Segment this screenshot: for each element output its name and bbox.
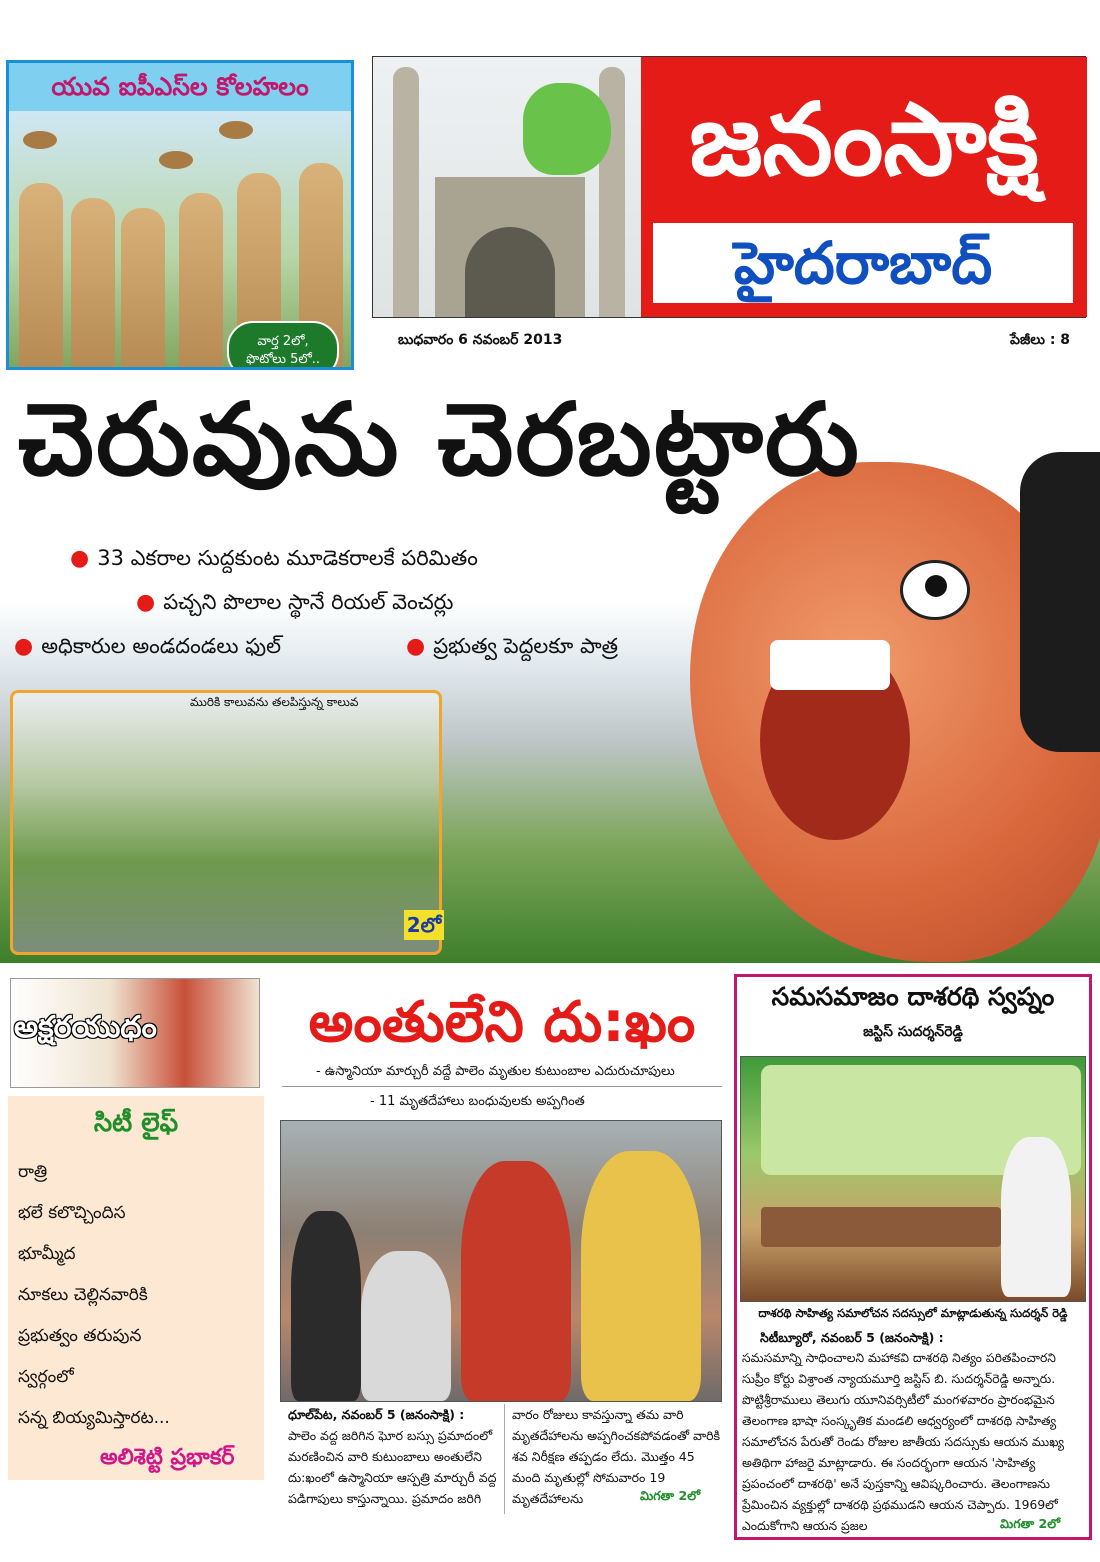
story-text-line: సమాలోచన పేరుతో రెండు రోజుల జాతీయ సదస్సుకు ఆయన ముఖ్య bbox=[742, 1435, 1064, 1449]
poem-line: ప్రభుత్వం తరుపున bbox=[18, 1326, 142, 1346]
story-text-line: మృతదేహాలను bbox=[512, 1491, 584, 1506]
continued-link[interactable]: మిగతా 2లో bbox=[1000, 1516, 1061, 1531]
story-text-line: వారం రోజులు కావస్తున్నా తమ వారి bbox=[512, 1407, 684, 1422]
poem-line: రాత్రి bbox=[18, 1162, 48, 1182]
divider bbox=[282, 1086, 722, 1087]
lead-bullet: ● అధికారుల అండదండలు ఫుల్‌ bbox=[14, 634, 281, 659]
lead-headline[interactable]: చెరువును చెరబట్టారు bbox=[18, 381, 861, 498]
masthead-brand-block bbox=[641, 57, 1087, 317]
lead-bullet: ● ప్రభుత్వ పెద్దలకూ పాత్ర bbox=[406, 634, 618, 659]
cartoon-pupil bbox=[925, 575, 947, 597]
story-text-line: పాలెం వద్ద జరిగిన ఘోర బస్సు ప్రమాదంలో bbox=[288, 1428, 493, 1443]
canal-photo-caption: మురికి కాలువను తలపిస్తున్న కాలువ bbox=[190, 695, 359, 709]
masthead bbox=[372, 56, 1086, 318]
continued-badge[interactable]: 2లో bbox=[404, 910, 444, 940]
poem-line: సన్న బియ్యమిస్తారట... bbox=[18, 1408, 170, 1428]
story-text-line: సుప్రీం కోర్టు విశ్రాంత న్యాయమూర్తి జస్టిస్‌ బి. సుదర్శన్‌రెడ్డి అన్నారు. bbox=[742, 1372, 1056, 1386]
story-text-line: దు:ఖంలో ఉస్మానియా ఆస్పత్రి మార్చురీ వద్ద bbox=[288, 1470, 497, 1485]
story-text-line: మరణించిన వారి కుటుంబాలు అంతులేని bbox=[288, 1449, 482, 1464]
story-byline: జస్టిస్‌ సుదర్శన్‌రెడ్డి bbox=[863, 1024, 963, 1040]
story-text-line: సమసమాన్ని సాధించాలని మహాకవి దాశరథి నిత్యం పరితపించారని bbox=[742, 1351, 1056, 1365]
story-text-line: మృతదేహాలను అప్పగించకపోవడంతో వారికి bbox=[512, 1428, 721, 1443]
poem-line: స్వర్గంలో bbox=[18, 1367, 74, 1387]
story-column bbox=[288, 1404, 498, 1509]
story-text-line: శవ నిరీక్షణ తప్పడం లేదు. మొత్తం 45 bbox=[512, 1449, 695, 1464]
charminar-image bbox=[373, 57, 641, 317]
story-text-line: పడిగాపులు కాస్తున్నాయి. ప్రమాదం జరిగి bbox=[288, 1491, 482, 1506]
story-dateline: ధూల్‌పేట, నవంబర్‌ 5 (జనంసాక్షి) : bbox=[288, 1407, 465, 1422]
telangana-map-icon bbox=[523, 83, 611, 175]
continued-link[interactable]: మిగతా 2లో bbox=[640, 1488, 701, 1503]
story-text-line: అతిథిగా హాజరై మాట్లాడారు. ఈ సందర్భంగా ఆయన 'సాహిత్య bbox=[742, 1456, 1036, 1470]
promo-box[interactable] bbox=[6, 60, 354, 370]
promo-title: యువ ఐపీఎస్‌ల కోలహలం bbox=[9, 63, 351, 111]
promo-badge[interactable] bbox=[227, 321, 339, 370]
story-subheadline: - ఉస్మానియా మార్చురీ వద్దే పాలెం మృతుల కుటుంబాల ఎదురుచూపులు bbox=[316, 1064, 675, 1079]
poet-name: అలిశెట్టి ప్రభాకర్‌ bbox=[100, 1445, 235, 1470]
issue-date: బుధవారం 6 నవంబర్‌ 2013 bbox=[398, 332, 563, 348]
story-text-line: తెలంగాణ భాషా సంస్కృతిక మండలి ఆధ్వర్యంలో దాశరథి సాహిత్య bbox=[742, 1414, 1057, 1428]
lead-bullet: ● 33 ఎకరాల సుద్దకుంట మూడెకరాలకే పరిమితం bbox=[70, 546, 478, 571]
story-text-line: ప్రేమించిన వ్యక్తుల్లో దాశరథి ప్రథముడని ఆయన చెప్పారు. 1969లో bbox=[742, 1498, 1058, 1512]
lead-bullet: ● పచ్చని పొలాల స్థానే రియల్‌ వెంచర్లు bbox=[136, 590, 454, 615]
poem-line: భలే కలొచ్చిందిస bbox=[18, 1203, 126, 1223]
canal-photo[interactable] bbox=[10, 690, 442, 955]
seminar-photo[interactable] bbox=[740, 1056, 1086, 1302]
poem-title: సిటీ లైఫ్‌ bbox=[93, 1108, 179, 1138]
story-text-line: మంది మృతుల్లో సోమవారం 19 bbox=[512, 1470, 666, 1485]
edition-name: హైదరాబాద్ bbox=[653, 223, 1073, 303]
divider bbox=[504, 1404, 505, 1514]
poem-line: భూమ్మీద bbox=[18, 1244, 76, 1264]
photo-caption: దాశరథి సాహిత్య సమాలోచన సదస్సులో మాట్లాడుతున్న సుదర్శన్‌ రెడ్డి bbox=[758, 1306, 1068, 1320]
page-count: పేజీలు : 8 bbox=[1010, 332, 1071, 348]
newspaper-name: జనంసాక్షి bbox=[689, 81, 1039, 198]
mourners-photo[interactable] bbox=[280, 1120, 722, 1402]
cartoon-teeth bbox=[770, 640, 890, 690]
story-dateline: సిటీబ్యూరో, నవంబర్‌ 5 (జనంసాక్షి) : bbox=[760, 1330, 944, 1345]
column-name: అక్షరయుధం bbox=[14, 1010, 157, 1045]
story-headline[interactable]: సమసమాజం దాశరథి స్వప్నం bbox=[771, 982, 1055, 1011]
story-subheadline: - 11 మృతదేహాలు బంధువులకు అప్పగింత bbox=[370, 1094, 585, 1109]
promo-badge-line1: వార్త 2లో, bbox=[257, 334, 309, 349]
story-text-line: ఎందుకోగాని ఆయన ప్రజల bbox=[742, 1519, 868, 1533]
promo-badge-line2: ఫొటోలు 5లో.. bbox=[245, 352, 321, 367]
story-text-line: పొట్టిశ్రీరాములు తెలుగు యూనివర్సిటీలో మంగళవారం ప్రారంభమైన bbox=[742, 1393, 1055, 1407]
story-headline[interactable]: అంతులేని దు:ఖం bbox=[308, 990, 696, 1055]
poem-line: నూకలు చెల్లినవారికి bbox=[18, 1285, 148, 1305]
story-text-line: ప్రపంచంలో దాశరథి' అనే పుస్తకాన్ని ఆవిష్కరించారు. తెలంగాణను bbox=[742, 1477, 1051, 1491]
